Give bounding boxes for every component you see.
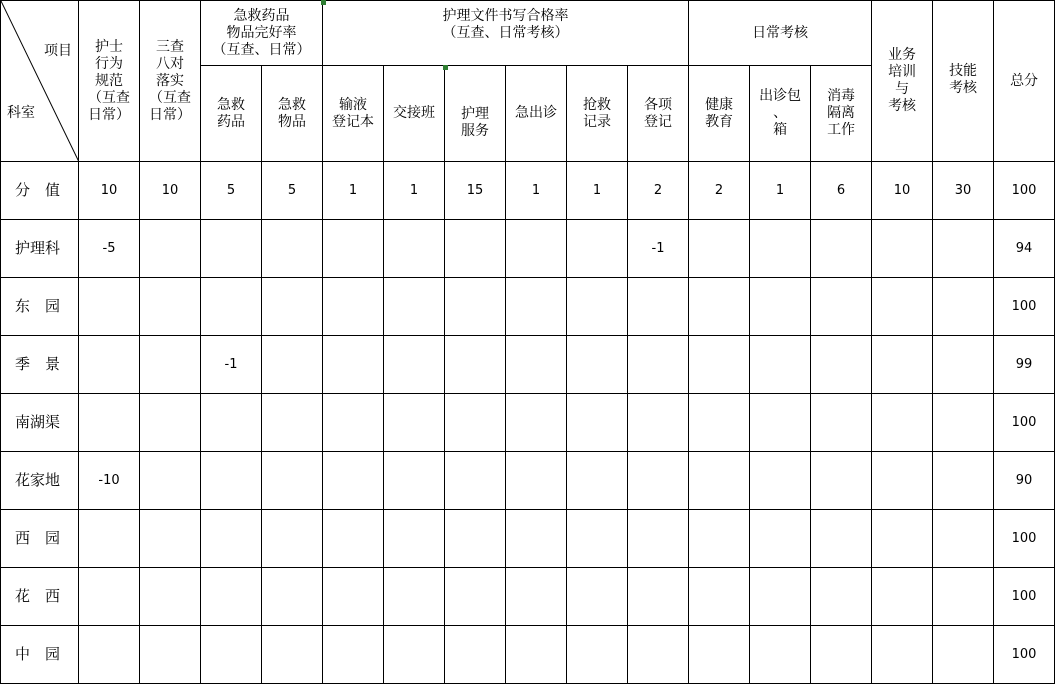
score-value-cell[interactable]: 30 bbox=[933, 162, 994, 220]
score-value-cell[interactable]: 5 bbox=[201, 162, 262, 220]
header-dept-label: 科室 bbox=[7, 105, 35, 121]
score-cell[interactable] bbox=[689, 336, 750, 394]
score-value-cell[interactable]: 10 bbox=[872, 162, 933, 220]
score-cell[interactable] bbox=[567, 452, 628, 510]
score-cell[interactable] bbox=[79, 568, 140, 626]
score-cell[interactable] bbox=[750, 336, 811, 394]
score-cell[interactable] bbox=[445, 278, 506, 336]
score-value-cell[interactable]: 2 bbox=[628, 162, 689, 220]
score-cell[interactable] bbox=[323, 568, 384, 626]
score-value-cell[interactable]: 2 bbox=[689, 162, 750, 220]
score-cell[interactable] bbox=[201, 394, 262, 452]
score-cell[interactable] bbox=[933, 510, 994, 568]
score-cell[interactable] bbox=[445, 510, 506, 568]
score-cell[interactable] bbox=[689, 510, 750, 568]
dept-name-cell[interactable]: 西 园 bbox=[1, 510, 79, 568]
score-cell[interactable]: -1 bbox=[201, 336, 262, 394]
score-value-cell[interactable]: 1 bbox=[750, 162, 811, 220]
score-cell[interactable] bbox=[872, 510, 933, 568]
score-cell[interactable] bbox=[567, 510, 628, 568]
score-cell[interactable] bbox=[384, 336, 445, 394]
dept-name-cell[interactable]: 护理科 bbox=[1, 220, 79, 278]
score-cell[interactable] bbox=[689, 568, 750, 626]
score-cell[interactable] bbox=[79, 626, 140, 684]
score-cell[interactable] bbox=[262, 568, 323, 626]
score-cell[interactable] bbox=[811, 626, 872, 684]
score-cell[interactable] bbox=[567, 394, 628, 452]
dept-name-cell[interactable]: 花家地 bbox=[1, 452, 79, 510]
score-cell[interactable] bbox=[384, 568, 445, 626]
total-score-cell[interactable]: 100 bbox=[994, 626, 1055, 684]
score-cell[interactable] bbox=[872, 452, 933, 510]
score-cell[interactable] bbox=[323, 220, 384, 278]
dept-name-cell[interactable]: 中 园 bbox=[1, 626, 79, 684]
score-cell[interactable]: -5 bbox=[79, 220, 140, 278]
score-cell[interactable] bbox=[445, 568, 506, 626]
score-cell[interactable] bbox=[445, 220, 506, 278]
header-emergency[interactable]: 急出诊 bbox=[506, 66, 567, 162]
score-cell[interactable] bbox=[201, 510, 262, 568]
diagonal-header-cell[interactable] bbox=[1, 1, 79, 162]
score-cell[interactable] bbox=[567, 568, 628, 626]
header-health-edu[interactable]: 健康 教育 bbox=[689, 66, 750, 162]
score-cell[interactable] bbox=[262, 452, 323, 510]
score-cell[interactable] bbox=[506, 278, 567, 336]
score-cell[interactable] bbox=[506, 626, 567, 684]
score-cell[interactable] bbox=[750, 452, 811, 510]
score-cell[interactable] bbox=[506, 220, 567, 278]
score-cell[interactable] bbox=[506, 452, 567, 510]
score-cell[interactable] bbox=[628, 626, 689, 684]
header-conduct[interactable]: 护士 行为 规范 （互查 日常） bbox=[79, 1, 140, 162]
score-cell[interactable] bbox=[750, 278, 811, 336]
score-cell[interactable] bbox=[323, 336, 384, 394]
score-cell[interactable] bbox=[811, 220, 872, 278]
score-cell[interactable] bbox=[323, 452, 384, 510]
score-cell[interactable] bbox=[811, 452, 872, 510]
score-cell[interactable] bbox=[689, 452, 750, 510]
score-cell[interactable] bbox=[140, 278, 201, 336]
score-cell[interactable] bbox=[750, 568, 811, 626]
score-cell[interactable] bbox=[79, 278, 140, 336]
score-cell[interactable] bbox=[262, 394, 323, 452]
score-cell[interactable] bbox=[384, 452, 445, 510]
table-row bbox=[1, 394, 1055, 452]
score-cell[interactable] bbox=[811, 278, 872, 336]
table-row bbox=[1, 510, 1055, 568]
table-row bbox=[1, 278, 1055, 336]
score-cell[interactable] bbox=[262, 220, 323, 278]
score-cell[interactable] bbox=[262, 626, 323, 684]
score-cell[interactable] bbox=[445, 452, 506, 510]
score-cell[interactable] bbox=[140, 452, 201, 510]
score-value-cell[interactable]: 6 bbox=[811, 162, 872, 220]
header-training[interactable]: 业务 培训 与 考核 bbox=[872, 1, 933, 162]
score-cell[interactable] bbox=[750, 220, 811, 278]
score-cell[interactable] bbox=[811, 568, 872, 626]
total-score-cell[interactable]: 100 bbox=[994, 394, 1055, 452]
header-nursing-service[interactable]: 护理 服务 bbox=[445, 66, 506, 162]
score-row bbox=[1, 162, 1055, 220]
score-cell[interactable] bbox=[384, 278, 445, 336]
score-cell[interactable] bbox=[628, 394, 689, 452]
dept-name-cell[interactable]: 花 西 bbox=[1, 568, 79, 626]
score-value-cell[interactable]: 10 bbox=[79, 162, 140, 220]
header-san-cha[interactable]: 三查 八对 落实 （互查 日常） bbox=[140, 1, 201, 162]
score-cell[interactable] bbox=[323, 394, 384, 452]
total-score-cell[interactable]: 100 bbox=[994, 568, 1055, 626]
score-cell[interactable] bbox=[506, 568, 567, 626]
header-handover[interactable]: 交接班 bbox=[384, 66, 445, 162]
score-cell[interactable] bbox=[933, 568, 994, 626]
score-value-cell[interactable]: 1 bbox=[323, 162, 384, 220]
score-cell[interactable] bbox=[933, 452, 994, 510]
score-cell[interactable] bbox=[384, 394, 445, 452]
score-cell[interactable] bbox=[872, 626, 933, 684]
score-cell[interactable] bbox=[140, 510, 201, 568]
score-value-cell[interactable]: 100 bbox=[994, 162, 1055, 220]
score-cell[interactable] bbox=[262, 336, 323, 394]
score-cell[interactable] bbox=[567, 336, 628, 394]
header-item-label: 项目 bbox=[44, 43, 72, 59]
score-cell[interactable] bbox=[140, 394, 201, 452]
header-registers[interactable]: 各项 登记 bbox=[628, 66, 689, 162]
score-value-cell[interactable]: 15 bbox=[445, 162, 506, 220]
score-cell[interactable] bbox=[811, 510, 872, 568]
header-drugs-group[interactable]: 急救药品 物品完好率 （互查、日常） bbox=[201, 1, 323, 66]
header-kit[interactable]: 出诊包 、 箱 bbox=[750, 66, 811, 162]
header-rescue[interactable]: 抢救 记录 bbox=[567, 66, 628, 162]
score-cell[interactable] bbox=[750, 510, 811, 568]
header-total[interactable]: 总分 bbox=[994, 1, 1055, 162]
score-cell[interactable]: -10 bbox=[79, 452, 140, 510]
score-cell[interactable] bbox=[628, 336, 689, 394]
score-cell[interactable] bbox=[811, 394, 872, 452]
score-cell[interactable] bbox=[872, 568, 933, 626]
header-disinfection[interactable]: 消毒 隔离 工作 bbox=[811, 66, 872, 162]
total-score-cell[interactable]: 99 bbox=[994, 336, 1055, 394]
score-cell[interactable] bbox=[323, 626, 384, 684]
score-cell[interactable] bbox=[140, 336, 201, 394]
score-cell[interactable] bbox=[567, 220, 628, 278]
score-cell[interactable] bbox=[140, 220, 201, 278]
score-cell[interactable] bbox=[750, 626, 811, 684]
score-cell[interactable] bbox=[445, 336, 506, 394]
header-drugs[interactable]: 急救 药品 bbox=[201, 66, 262, 162]
score-cell[interactable] bbox=[689, 626, 750, 684]
score-cell[interactable] bbox=[384, 510, 445, 568]
cell-marker bbox=[443, 65, 448, 70]
score-cell[interactable]: -1 bbox=[628, 220, 689, 278]
score-cell[interactable] bbox=[872, 220, 933, 278]
header-infusion[interactable]: 输液 登记本 bbox=[323, 66, 384, 162]
score-cell[interactable] bbox=[628, 452, 689, 510]
header-docs-group[interactable]: 护理文件书写合格率 （互查、日常考核） bbox=[323, 1, 689, 66]
score-value-cell[interactable]: 10 bbox=[140, 162, 201, 220]
table-row bbox=[1, 568, 1055, 626]
score-value-cell[interactable]: 1 bbox=[567, 162, 628, 220]
score-cell[interactable] bbox=[201, 626, 262, 684]
score-cell[interactable] bbox=[323, 278, 384, 336]
score-cell[interactable] bbox=[933, 394, 994, 452]
score-cell[interactable] bbox=[811, 336, 872, 394]
score-cell[interactable] bbox=[201, 568, 262, 626]
total-score-cell[interactable]: 100 bbox=[994, 278, 1055, 336]
score-cell[interactable] bbox=[628, 568, 689, 626]
table-row bbox=[1, 452, 1055, 510]
score-cell[interactable] bbox=[933, 278, 994, 336]
header-skills[interactable]: 技能 考核 bbox=[933, 1, 994, 162]
score-cell[interactable] bbox=[628, 278, 689, 336]
score-cell[interactable] bbox=[384, 220, 445, 278]
table-row bbox=[1, 626, 1055, 684]
score-cell[interactable] bbox=[79, 394, 140, 452]
score-cell[interactable] bbox=[262, 510, 323, 568]
dept-name-cell[interactable]: 南湖渠 bbox=[1, 394, 79, 452]
table-row bbox=[1, 220, 1055, 278]
score-row-label[interactable]: 分 值 bbox=[1, 162, 79, 220]
score-cell[interactable] bbox=[567, 278, 628, 336]
score-value-cell[interactable]: 1 bbox=[384, 162, 445, 220]
score-cell[interactable] bbox=[201, 452, 262, 510]
score-cell[interactable] bbox=[323, 510, 384, 568]
header-daily-group[interactable]: 日常考核 bbox=[689, 1, 872, 66]
score-cell[interactable] bbox=[689, 220, 750, 278]
total-score-cell[interactable]: 100 bbox=[994, 510, 1055, 568]
score-cell[interactable] bbox=[201, 278, 262, 336]
score-cell[interactable] bbox=[933, 220, 994, 278]
score-cell[interactable] bbox=[628, 510, 689, 568]
header-row-1 bbox=[1, 1, 1055, 66]
score-cell[interactable] bbox=[384, 626, 445, 684]
score-cell[interactable] bbox=[140, 568, 201, 626]
total-score-cell[interactable]: 94 bbox=[994, 220, 1055, 278]
header-items[interactable]: 急救 物品 bbox=[262, 66, 323, 162]
dept-name-cell[interactable]: 季 景 bbox=[1, 336, 79, 394]
score-cell[interactable] bbox=[506, 336, 567, 394]
cell-marker bbox=[321, 0, 326, 5]
score-cell[interactable] bbox=[872, 394, 933, 452]
score-cell[interactable] bbox=[140, 626, 201, 684]
score-cell[interactable] bbox=[872, 336, 933, 394]
score-cell[interactable] bbox=[872, 278, 933, 336]
score-cell[interactable] bbox=[567, 626, 628, 684]
score-value-cell[interactable]: 1 bbox=[506, 162, 567, 220]
score-value-cell[interactable]: 5 bbox=[262, 162, 323, 220]
score-cell[interactable] bbox=[506, 510, 567, 568]
score-cell[interactable] bbox=[79, 336, 140, 394]
total-score-cell[interactable]: 90 bbox=[994, 452, 1055, 510]
score-cell[interactable] bbox=[445, 394, 506, 452]
score-cell[interactable] bbox=[506, 394, 567, 452]
score-cell[interactable] bbox=[933, 626, 994, 684]
table-row bbox=[1, 336, 1055, 394]
score-cell[interactable] bbox=[262, 278, 323, 336]
score-cell[interactable] bbox=[933, 336, 994, 394]
dept-name-cell[interactable]: 东 园 bbox=[1, 278, 79, 336]
diagonal-line bbox=[1, 1, 79, 162]
score-cell[interactable] bbox=[445, 626, 506, 684]
score-cell[interactable] bbox=[201, 220, 262, 278]
score-cell[interactable] bbox=[689, 278, 750, 336]
score-cell[interactable] bbox=[689, 394, 750, 452]
score-cell[interactable] bbox=[750, 394, 811, 452]
score-cell[interactable] bbox=[79, 510, 140, 568]
